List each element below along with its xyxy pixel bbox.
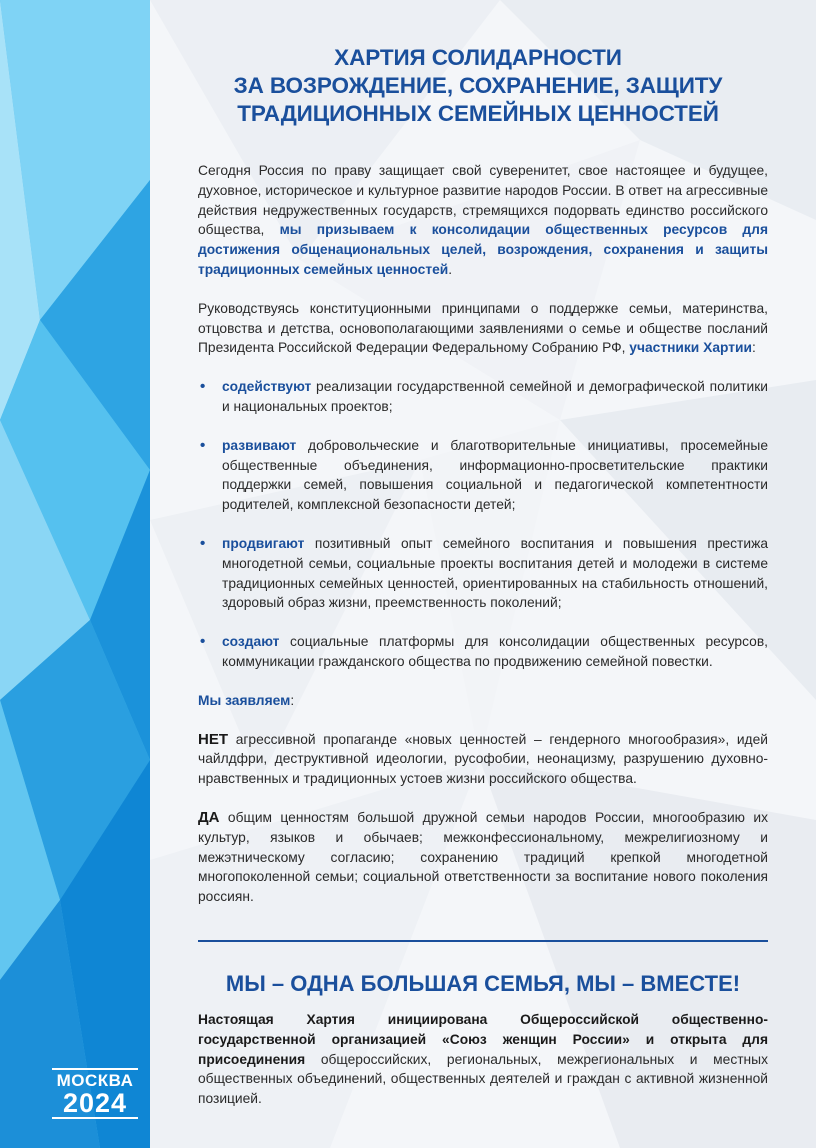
intro-end: . <box>448 261 453 277</box>
page-title <box>188 44 768 128</box>
closing-paragraph <box>198 1010 768 1109</box>
bullet-icon: • <box>200 633 206 651</box>
no-paragraph <box>198 730 768 789</box>
document-body <box>198 44 768 1109</box>
list-item-verb: содействуют <box>222 379 312 395</box>
list-item-text: добровольческие и благотворительные инициативы, просемейные общественные объединения, информационно-просветительские практики поддержки семей, повышения социальной и педагогической компетентности родителей, комплексной безопасности детей; <box>222 437 768 513</box>
no-keyword: НЕТ <box>198 730 228 748</box>
declare-label: Мы заявляем <box>198 692 291 708</box>
bullet-icon: • <box>200 534 206 552</box>
logo-city: МОСКВА <box>52 1068 138 1090</box>
declare-heading <box>198 691 768 711</box>
yes-keyword: ДА <box>198 808 220 826</box>
list-item <box>198 377 768 417</box>
yes-text: общим ценностям большой дружной семьи народов России, многообразию их культур, языков и обычаев; межконфессиональному, межрелигиозному и межэтническому согласию; сохранению традиций крепкой многодетной многопоколенной семьи; социальной ответственности за воспитание нового поколения россиян. <box>198 809 768 905</box>
intro-paragraph <box>198 161 768 280</box>
guide-paragraph <box>198 299 768 358</box>
guide-emphasis: участники Хартии <box>629 340 752 356</box>
bullet-icon: • <box>200 436 206 454</box>
intro-emphasis: мы призываем к консолидации общественных ресурсов для достижения общенациональных целей, возрождения, сохранения и защиты традиционных семейных ценностей <box>198 222 768 277</box>
no-text: агрессивной пропаганде «новых ценностей – гендерного многообразия», идей чайлдфри, деструктивной идеологии, русофобии, неонацизму, разрушению духовно-нравственных и традиционных устоев жизни российского общества. <box>198 731 768 787</box>
list-item <box>198 534 768 613</box>
list-item-text: реализации государственной семейной и демографической политики и национальных проектов; <box>222 379 768 414</box>
title-line-2: ЗА ВОЗРОЖДЕНИЕ, СОХРАНЕНИЕ, ЗАЩИТУ <box>233 73 723 98</box>
slogan-heading: МЫ – ОДНА БОЛЬШАЯ СЕМЬЯ, МЫ – ВМЕСТЕ! <box>225 970 741 996</box>
guide-end: : <box>751 340 756 356</box>
bullet-icon: • <box>200 378 206 396</box>
left-decorative-stripe <box>0 0 150 1148</box>
logo-year: 2024 <box>52 1090 138 1119</box>
yes-paragraph <box>198 808 768 907</box>
title-line-3: ТРАДИЦИОННЫХ СЕМЕЙНЫХ ЦЕННОСТЕЙ <box>237 101 719 126</box>
list-item-verb: создают <box>222 634 280 650</box>
list-item-verb: продвигают <box>222 535 305 551</box>
declare-colon: : <box>290 692 295 708</box>
list-item <box>198 436 768 515</box>
closing-bold: Настоящая Хартия инициирована Общероссийской общественно-государственной организацией «Союз женщин России» и открыта для присоединения <box>198 1011 768 1067</box>
list-item <box>198 632 768 672</box>
section-divider <box>198 940 768 942</box>
guide-text: Руководствуясь конституционными принципами о поддержке семьи, материнства, отцовства и детства, основополагающими заявлениями о семье и обществе посланий Президента Российской Федерации Федеральному Собранию РФ, <box>198 300 768 356</box>
list-item-verb: развивают <box>222 437 297 453</box>
intro-text: Сегодня Россия по праву защищает свой суверенитет, свое настоящее и будущее, духовное, историческое и культурное развитие народов России. В ответ на агрессивные действия недружественных государств, стремящихся подорвать единство российского общества, <box>198 163 768 238</box>
closing-text: общероссийских, региональных, межрегиональных и местных общественных объединений, общественных деятелей и граждан с активной жизненной позицией. <box>198 1051 768 1107</box>
participants-list <box>198 377 768 672</box>
moscow-2024-logo <box>52 1068 138 1119</box>
list-item-text: социальные платформы для консолидации общественных ресурсов, коммуникации гражданского общества по продвижению семейной повестки. <box>222 634 768 669</box>
title-line-1: ХАРТИЯ СОЛИДАРНОСТИ <box>334 45 622 70</box>
list-item-text: позитивный опыт семейного воспитания и повышения престижа многодетной семьи, социальные проекты воспитания детей и молодежи в системе традиционных семейных ценностей, ориентированных на стабильность отношений, здоровый образ жизни, преемственность поколений; <box>222 535 768 611</box>
